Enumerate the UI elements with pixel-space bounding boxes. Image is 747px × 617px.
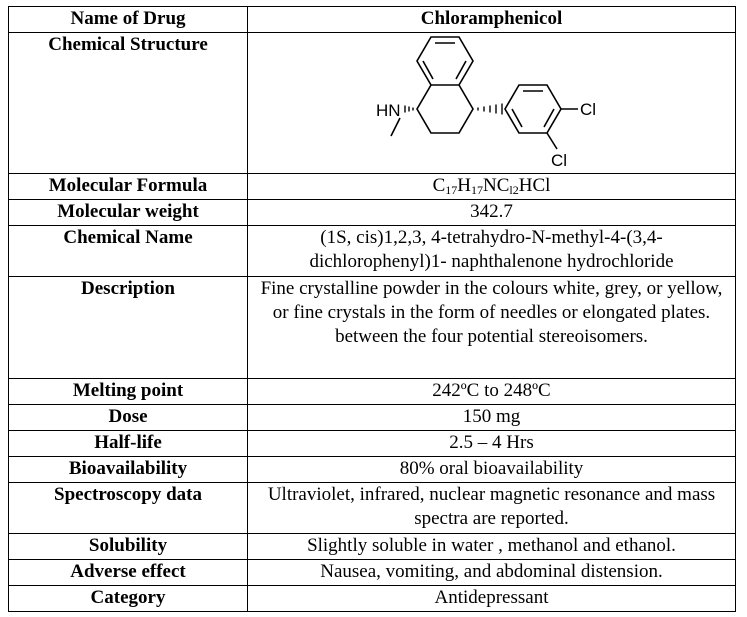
row-label: Bioavailability	[9, 457, 248, 483]
table-row	[9, 174, 736, 200]
row-label: Molecular weight	[9, 200, 248, 226]
row-label: Description	[9, 277, 248, 379]
row-value: Nausea, vomiting, and abdominal distension.	[248, 560, 736, 586]
row-label: Half-life	[9, 431, 248, 457]
chemical-structure-diagram	[362, 34, 622, 172]
table-row	[9, 560, 736, 586]
row-value: 80% oral bioavailability	[248, 457, 736, 483]
chlorine-atom-label: Cl	[579, 100, 596, 119]
table-row	[9, 457, 736, 483]
row-label: Chemical Name	[9, 226, 248, 277]
drug-info-table	[8, 6, 736, 612]
table-row	[9, 7, 736, 33]
chlorine-atom-label: Cl	[550, 151, 567, 170]
row-value: 150 mg	[248, 405, 736, 431]
table-row	[9, 33, 736, 174]
table-row	[9, 586, 736, 612]
table-row	[9, 431, 736, 457]
row-label: Melting point	[9, 379, 248, 405]
row-value: (1S, cis)1,2,3, 4-tetrahydro-N-methyl-4-(3,4-dichlorophenyl)1- naphthalenone hydrochloride	[248, 226, 736, 277]
row-value: Slightly soluble in water , methanol and ethanol.	[248, 534, 736, 560]
row-label: Dose	[9, 405, 248, 431]
table-row	[9, 483, 736, 534]
row-label: Name of Drug	[9, 7, 248, 33]
table-row	[9, 379, 736, 405]
table-row	[9, 405, 736, 431]
row-value: Chloramphenicol	[248, 7, 736, 33]
row-label: Spectroscopy data	[9, 483, 248, 534]
table-row	[9, 277, 736, 379]
row-label: Adverse effect	[9, 560, 248, 586]
table-row	[9, 226, 736, 277]
row-value: Antidepressant	[248, 586, 736, 612]
row-value: Ultraviolet, infrared, nuclear magnetic resonance and mass spectra are reported.	[248, 483, 736, 534]
row-value: 2.5 – 4 Hrs	[248, 431, 736, 457]
row-value: Fine crystalline powder in the colours white, grey, or yellow, or fine crystals in the form of needles or elongated plates. between the four potential stereoisomers.	[248, 277, 736, 379]
row-label: Solubility	[9, 534, 248, 560]
row-value: 342.7	[248, 200, 736, 226]
row-label: Molecular Formula	[9, 174, 248, 200]
row-label: Category	[9, 586, 248, 612]
table-row	[9, 534, 736, 560]
table-row	[9, 200, 736, 226]
row-value: 242ºC to 248ºC	[248, 379, 736, 405]
chemical-structure-cell	[248, 33, 736, 174]
nh-atom-label: HN	[375, 101, 401, 120]
molecular-formula: $C_{17}H_{17}NC_{l2}HCl$	[248, 174, 736, 200]
row-label: Chemical Structure	[9, 33, 248, 174]
